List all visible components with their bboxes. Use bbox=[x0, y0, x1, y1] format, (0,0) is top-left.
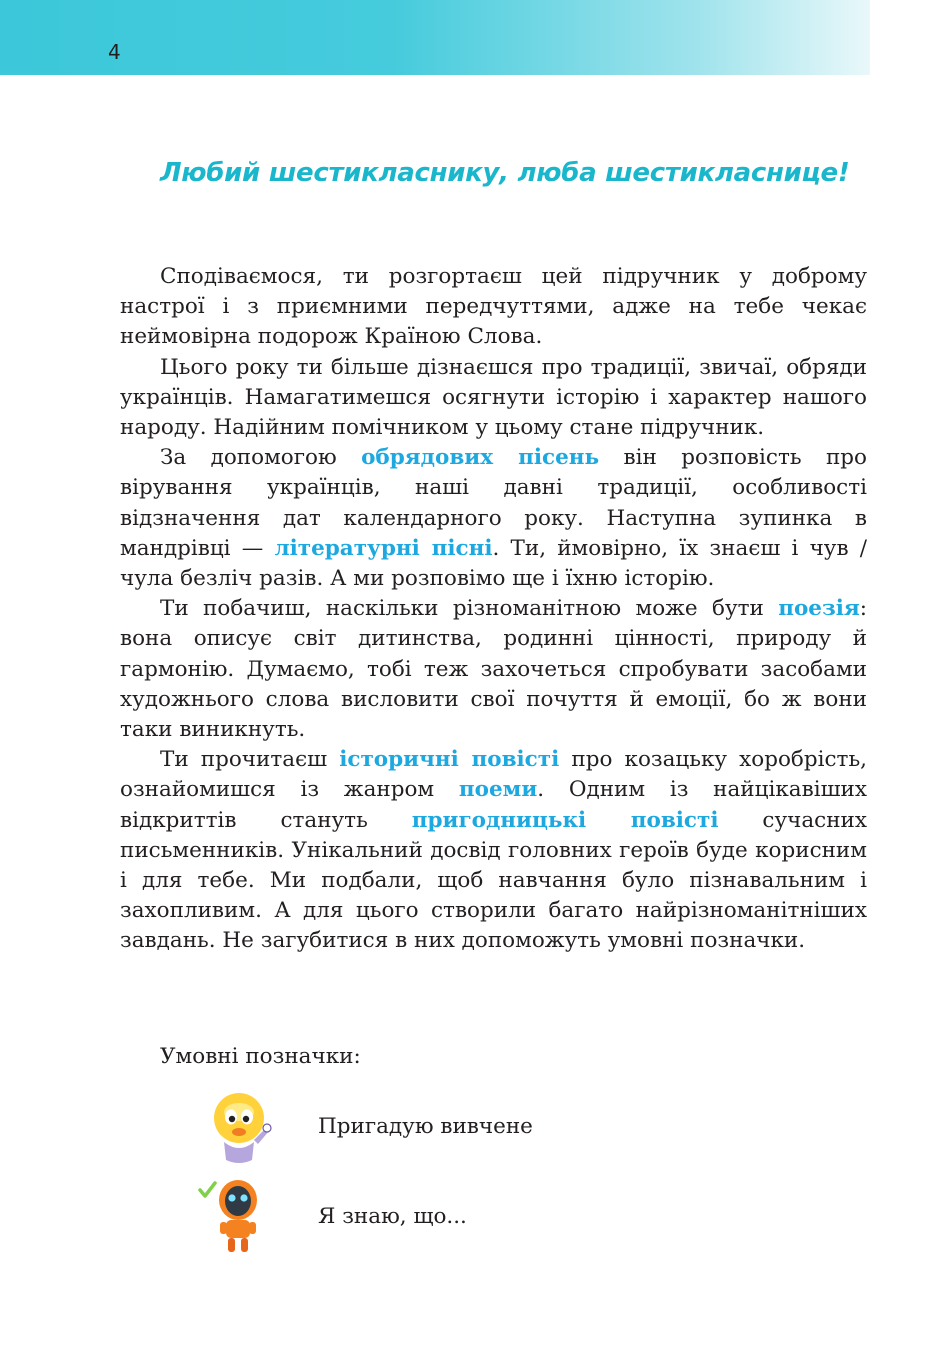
page-title: Любий шестикласнику, люба шестикласнице! bbox=[160, 158, 850, 188]
paragraph-1 bbox=[120, 262, 867, 353]
paragraph-text: Ти побачиш, наскільки різноманітною може бути bbox=[160, 596, 779, 622]
paragraph-text: сучасних письменників. Унікальний досвід головних героїв буде корисним і для тебе. Ми подбали, щоб навчання було пізнавальним і захопливим. А для цього створили багато найрізноманітніших завдань. Не загубитися в них допоможуть умовні позначки. bbox=[120, 807, 867, 954]
highlighted-term: поеми bbox=[458, 777, 538, 803]
paragraph-text: Ти прочитаєш bbox=[160, 747, 340, 773]
highlighted-term: історичні повісті bbox=[339, 747, 560, 773]
page-number: 4 bbox=[108, 40, 121, 64]
paragraph-text: про козацьку хоробрість, ознайомишся із жанром bbox=[120, 747, 867, 803]
paragraph-text: : вона описує світ дитинства, родинні цінності, природу й гармонію. Думаємо, тобі теж захочеться спробувати засобами художнього слова висловити свої почуття й емоції, бо ж вони таки виникнуть. bbox=[120, 596, 867, 743]
paragraph-4 bbox=[120, 594, 867, 745]
paragraph-text: Сподіваємося, ти розгортаєш цей підручник у доброму настрої і з приємними передчуттями, адже на тебе чекає неймовірна подорож Країною Слова. bbox=[120, 264, 867, 350]
paragraph-2 bbox=[120, 353, 867, 444]
paragraph-text: Цього року ти більше дізнаєшся про традиції, звичаї, обряди українців. Намагатимешся осягнути історію і характер нашого народу. Надійним помічником у цьому стане підручник. bbox=[120, 354, 867, 441]
paragraph-text: . Одним із найцікавіших відкриттів стануть bbox=[120, 777, 868, 833]
paragraph-text: він розповість про вірування українців, наші давні традиції, особливості відзначення дат календарного року. Наступна зупинка в мандрівці — bbox=[120, 445, 867, 561]
highlighted-term: обрядових пісень bbox=[361, 445, 600, 471]
paragraph-text: За допомогою bbox=[160, 445, 362, 471]
yellow-lightbulb-character-icon bbox=[206, 1088, 276, 1168]
body-text bbox=[120, 262, 867, 957]
legend-label-recall: Пригадую вивчене bbox=[318, 1114, 533, 1139]
highlighted-term: поезія bbox=[778, 596, 860, 622]
header-band bbox=[0, 0, 870, 75]
legend-title: Умовні позначки: bbox=[160, 1044, 361, 1069]
paragraph-text: . Ти, ймовірно, їх знаєш і чув / чула безліч разів. А ми розповімо ще і їхню історію. bbox=[120, 535, 867, 592]
highlighted-term: літературні пісні bbox=[274, 535, 493, 561]
paragraph-5 bbox=[120, 745, 867, 956]
paragraph-3 bbox=[120, 443, 867, 594]
legend-label-i-know: Я знаю, що... bbox=[318, 1204, 467, 1229]
orange-robot-character-icon bbox=[196, 1176, 274, 1256]
highlighted-term: пригодницькі повісті bbox=[411, 807, 719, 833]
